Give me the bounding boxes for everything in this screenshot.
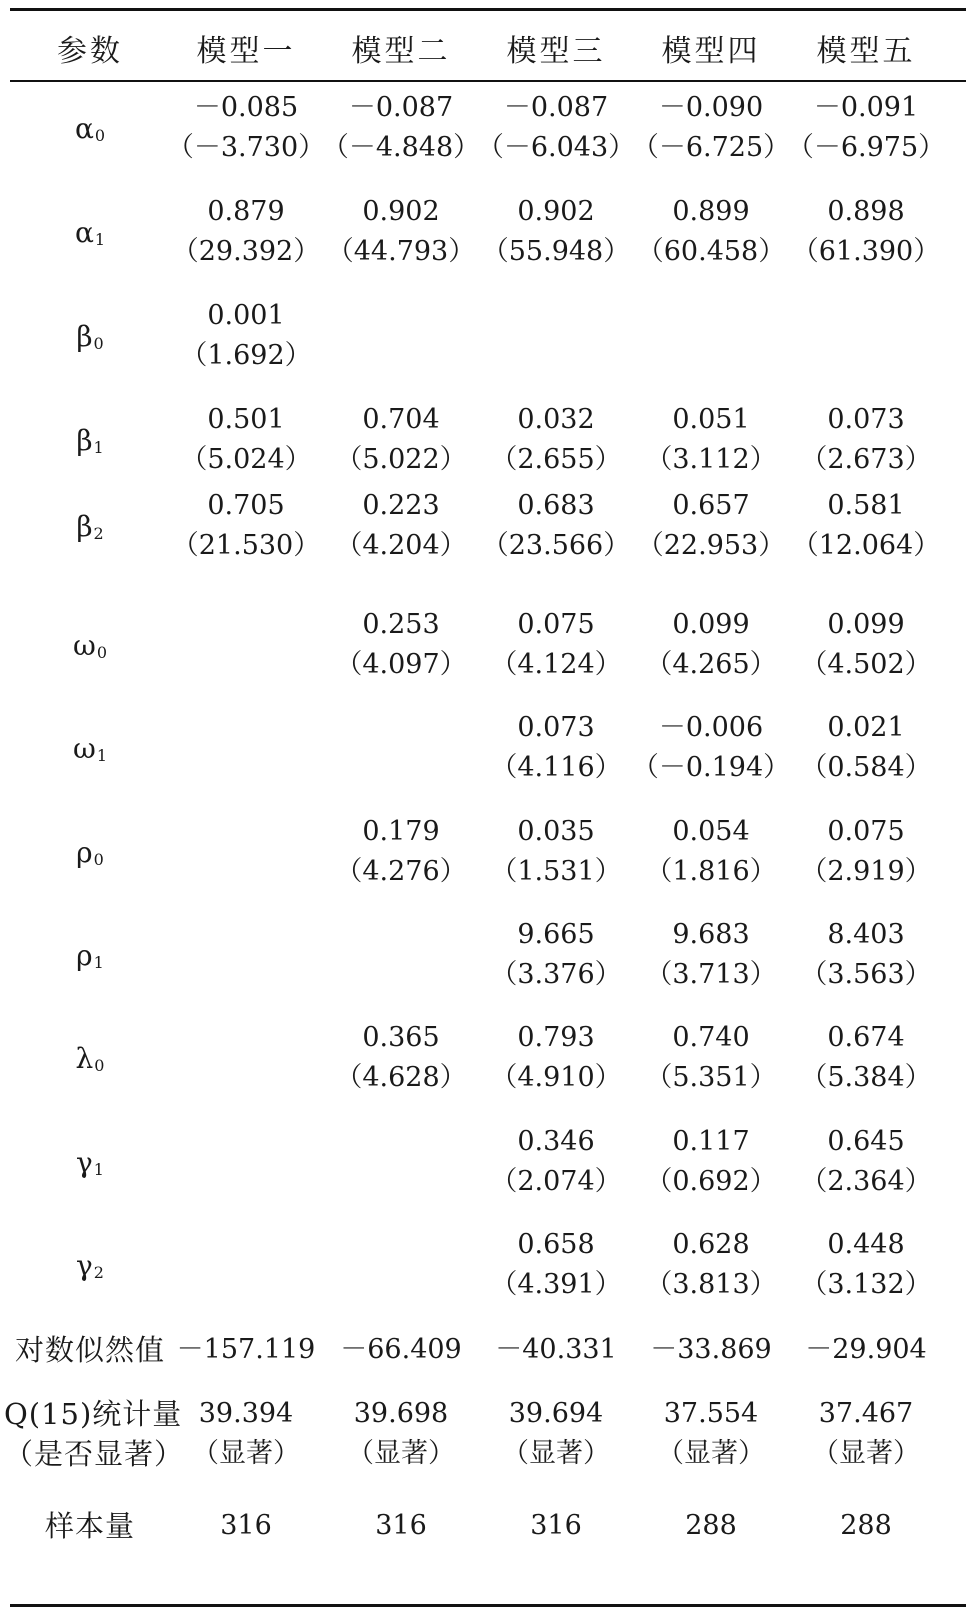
t-statistic: （显著） — [502, 1438, 610, 1469]
table-cell — [165, 1506, 327, 1546]
param-symbol: β — [76, 320, 93, 353]
coefficient-value: 0.793 — [517, 1022, 595, 1053]
table-cell — [475, 88, 637, 168]
param-subscript: 1 — [96, 746, 108, 765]
param-subscript: 0 — [94, 126, 106, 145]
t-statistic: （4.910） — [490, 1062, 622, 1093]
coefficient-value: 37.554 — [663, 1398, 759, 1429]
coefficient-value: 0.899 — [672, 196, 750, 227]
row-label — [4, 424, 176, 457]
coefficient-value: 0.223 — [362, 490, 440, 521]
header-model-1: 模型一 — [196, 34, 296, 69]
row-label — [4, 836, 176, 869]
t-statistic: （2.919） — [800, 856, 932, 887]
coefficient-value: 316 — [530, 1510, 582, 1541]
row-label — [4, 939, 176, 972]
coefficient-value: －33.869 — [650, 1334, 772, 1365]
coefficient-value: 0.051 — [672, 404, 750, 435]
param-symbol: ρ — [76, 939, 93, 972]
param-subscript: 0 — [93, 850, 104, 869]
param-symbol: γ — [76, 1249, 93, 1282]
table-cell — [630, 400, 792, 480]
table-cell — [475, 1394, 637, 1474]
table-cell — [785, 708, 947, 788]
param-subscript: 2 — [93, 524, 104, 543]
coefficient-value: 0.099 — [672, 609, 750, 640]
t-statistic: （4.391） — [490, 1269, 622, 1300]
t-statistic: （61.390） — [791, 236, 941, 267]
t-statistic: （4.276） — [335, 856, 467, 887]
t-statistic: （22.953） — [636, 530, 786, 561]
header-param: 参数 — [57, 34, 123, 69]
coefficient-value: 0.099 — [827, 609, 905, 640]
row-label — [4, 1394, 185, 1474]
coefficient-value: 39.694 — [508, 1398, 604, 1429]
coefficient-value: 0.581 — [827, 490, 905, 521]
coefficient-value: 0.073 — [517, 712, 595, 743]
coefficient-value: 0.365 — [362, 1022, 440, 1053]
row-label — [4, 1146, 176, 1179]
table-cell — [320, 605, 482, 685]
row-label — [4, 1330, 176, 1370]
t-statistic: （4.097） — [335, 649, 467, 680]
coefficient-value: 0.073 — [827, 404, 905, 435]
table-cell — [475, 1330, 637, 1370]
t-statistic: （－0.194） — [631, 752, 791, 783]
coefficient-value: 0.898 — [827, 196, 905, 227]
coefficient-value: －0.090 — [658, 92, 764, 123]
coefficient-value: －0.087 — [348, 92, 454, 123]
param-symbol: λ — [75, 1042, 94, 1075]
table-top-rule — [10, 8, 966, 11]
t-statistic: （2.074） — [490, 1166, 622, 1197]
coefficient-value: 0.117 — [672, 1126, 750, 1157]
t-statistic: （－6.975） — [786, 132, 946, 163]
table-cell — [165, 1394, 327, 1474]
coefficient-value: 0.645 — [827, 1126, 905, 1157]
t-statistic: （21.530） — [171, 530, 321, 561]
coefficient-value: 39.698 — [353, 1398, 449, 1429]
coefficient-value: 0.704 — [362, 404, 440, 435]
row-label-text: 对数似然值 — [14, 1333, 165, 1367]
coefficient-value: 0.683 — [517, 490, 595, 521]
table-cell — [630, 1330, 792, 1370]
param-symbol: β — [76, 510, 93, 543]
t-statistic: （23.566） — [481, 530, 631, 561]
coefficient-value: 0.705 — [207, 490, 285, 521]
coefficient-value: 0.657 — [672, 490, 750, 521]
t-statistic: （－6.043） — [476, 132, 636, 163]
t-statistic: （3.112） — [645, 444, 777, 475]
coefficient-value: 37.467 — [818, 1398, 914, 1429]
coefficient-value: 8.403 — [827, 919, 905, 950]
coefficient-value: －0.087 — [503, 92, 609, 123]
t-statistic: （3.563） — [800, 959, 932, 990]
row-label-subtext: （是否显著） — [4, 1437, 185, 1471]
t-statistic: （3.376） — [490, 959, 622, 990]
header-model-3: 模型三 — [506, 34, 606, 69]
table-cell — [630, 486, 792, 566]
row-label — [4, 1042, 176, 1075]
t-statistic: （4.124） — [490, 649, 622, 680]
table-cell — [320, 1018, 482, 1098]
table-cell — [630, 708, 792, 788]
coefficient-value: 0.658 — [517, 1229, 595, 1260]
t-statistic: （0.692） — [645, 1166, 777, 1197]
coefficient-value: 0.674 — [827, 1022, 905, 1053]
t-statistic: （4.265） — [645, 649, 777, 680]
table-cell — [475, 605, 637, 685]
coefficient-value: 9.665 — [517, 919, 595, 950]
table-cell — [165, 88, 327, 168]
t-statistic: （4.116） — [490, 752, 622, 783]
table-cell — [165, 486, 327, 566]
table-cell — [785, 1018, 947, 1098]
param-subscript: 1 — [94, 230, 106, 249]
table-header-rule — [10, 80, 966, 82]
row-label — [4, 629, 176, 662]
coefficient-value: 0.628 — [672, 1229, 750, 1260]
t-statistic: （5.024） — [180, 444, 312, 475]
t-statistic: （显著） — [657, 1438, 765, 1469]
table-cell — [475, 708, 637, 788]
header-model-4: 模型四 — [661, 34, 761, 69]
coefficient-value: 0.054 — [672, 816, 750, 847]
table-cell — [630, 1506, 792, 1546]
coefficient-value: 316 — [220, 1510, 272, 1541]
table-cell — [320, 1394, 482, 1474]
header-model-5: 模型五 — [816, 34, 916, 69]
t-statistic: （2.655） — [490, 444, 622, 475]
table-cell — [475, 192, 637, 272]
coefficient-value: 0.448 — [827, 1229, 905, 1260]
t-statistic: （12.064） — [791, 530, 941, 561]
param-subscript: 0 — [94, 1056, 105, 1075]
t-statistic: （0.584） — [800, 752, 932, 783]
table-cell — [320, 486, 482, 566]
table-cell — [785, 400, 947, 480]
param-subscript: 0 — [96, 643, 108, 662]
coefficient-value: 288 — [840, 1510, 892, 1541]
coefficient-value: 0.902 — [517, 196, 595, 227]
table-cell — [630, 1394, 792, 1474]
table-cell — [320, 1506, 482, 1546]
coefficient-value: 0.346 — [517, 1126, 595, 1157]
table-cell — [785, 1394, 947, 1474]
table-cell — [475, 1225, 637, 1305]
table-cell — [320, 812, 482, 892]
coefficient-value: 9.683 — [672, 919, 750, 950]
coefficient-value: 0.740 — [672, 1022, 750, 1053]
table-cell — [785, 812, 947, 892]
coefficient-value: 0.032 — [517, 404, 595, 435]
t-statistic: （3.813） — [645, 1269, 777, 1300]
t-statistic: （－4.848） — [321, 132, 481, 163]
table-cell — [320, 1330, 482, 1370]
table-cell — [630, 1018, 792, 1098]
coefficient-value: －40.331 — [495, 1334, 617, 1365]
param-subscript: 1 — [93, 438, 104, 457]
t-statistic: （4.628） — [335, 1062, 467, 1093]
coefficient-value: 0.253 — [362, 609, 440, 640]
t-statistic: （1.531） — [490, 856, 622, 887]
coefficient-value: 316 — [375, 1510, 427, 1541]
param-symbol: ρ — [76, 836, 93, 869]
t-statistic: （4.502） — [800, 649, 932, 680]
table-bottom-rule — [10, 1604, 966, 1607]
param-subscript: 1 — [93, 1160, 104, 1179]
t-statistic: （1.692） — [180, 340, 312, 371]
coefficient-value: 0.501 — [207, 404, 285, 435]
table-cell — [785, 1225, 947, 1305]
t-statistic: （60.458） — [636, 236, 786, 267]
table-cell — [630, 915, 792, 995]
t-statistic: （－3.730） — [166, 132, 326, 163]
row-label-text: 样本量 — [44, 1509, 135, 1543]
header-model-2: 模型二 — [351, 34, 451, 69]
t-statistic: （5.022） — [335, 444, 467, 475]
coefficient-value: 0.001 — [207, 300, 285, 331]
coefficient-value: 0.035 — [517, 816, 595, 847]
row-label-text: Q(15)统计量 — [4, 1397, 183, 1431]
row-label — [4, 1249, 176, 1282]
t-statistic: （3.132） — [800, 1269, 932, 1300]
row-label — [4, 112, 176, 145]
table-cell — [165, 296, 327, 376]
table-cell — [785, 192, 947, 272]
coefficient-value: －29.904 — [805, 1334, 927, 1365]
table-cell — [475, 1506, 637, 1546]
table-cell — [785, 605, 947, 685]
t-statistic: （显著） — [192, 1438, 300, 1469]
table-cell — [630, 1122, 792, 1202]
param-subscript: 1 — [93, 953, 104, 972]
t-statistic: （显著） — [347, 1438, 455, 1469]
table-cell — [165, 1330, 327, 1370]
row-label — [4, 1506, 176, 1546]
coefficient-value: －0.006 — [658, 712, 764, 743]
table-cell — [785, 88, 947, 168]
t-statistic: （29.392） — [171, 236, 321, 267]
coefficient-value: 0.902 — [362, 196, 440, 227]
table-cell — [475, 812, 637, 892]
param-symbol: α — [74, 112, 94, 145]
table-cell — [785, 1330, 947, 1370]
t-statistic: （5.351） — [645, 1062, 777, 1093]
table-cell — [320, 192, 482, 272]
table-cell — [785, 1506, 947, 1546]
t-statistic: （2.673） — [800, 444, 932, 475]
coefficient-value: 0.075 — [827, 816, 905, 847]
t-statistic: （44.793） — [326, 236, 476, 267]
table-cell — [630, 88, 792, 168]
row-label — [4, 216, 176, 249]
coefficient-value: －0.085 — [193, 92, 299, 123]
table-cell — [630, 192, 792, 272]
table-cell — [475, 1122, 637, 1202]
table-cell — [165, 192, 327, 272]
t-statistic: （3.713） — [645, 959, 777, 990]
param-symbol: α — [74, 216, 94, 249]
row-label — [4, 732, 176, 765]
t-statistic: （4.204） — [335, 530, 467, 561]
t-statistic: （5.384） — [800, 1062, 932, 1093]
t-statistic: （显著） — [812, 1438, 920, 1469]
table-cell — [475, 1018, 637, 1098]
t-statistic: （2.364） — [800, 1166, 932, 1197]
coefficient-value: 0.021 — [827, 712, 905, 743]
param-symbol: ω — [72, 629, 96, 662]
coefficient-value: 0.879 — [207, 196, 285, 227]
table-cell — [475, 400, 637, 480]
param-symbol: β — [76, 424, 93, 457]
table-cell — [320, 400, 482, 480]
t-statistic: （1.816） — [645, 856, 777, 887]
coefficient-value: 0.179 — [362, 816, 440, 847]
table-cell — [165, 400, 327, 480]
param-subscript: 0 — [93, 334, 104, 353]
param-subscript: 2 — [93, 1263, 104, 1282]
table-cell — [475, 486, 637, 566]
param-symbol: ω — [72, 732, 96, 765]
param-symbol: γ — [76, 1146, 93, 1179]
coefficient-value: －0.091 — [813, 92, 919, 123]
row-label — [4, 320, 176, 353]
row-label — [4, 510, 176, 543]
table-cell — [475, 915, 637, 995]
table-cell — [630, 1225, 792, 1305]
table-cell — [320, 88, 482, 168]
coefficient-value: －157.119 — [176, 1334, 316, 1365]
t-statistic: （－6.725） — [631, 132, 791, 163]
table-cell — [785, 486, 947, 566]
table-cell — [630, 605, 792, 685]
coefficient-value: －66.409 — [340, 1334, 462, 1365]
t-statistic: （55.948） — [481, 236, 631, 267]
table-cell — [785, 915, 947, 995]
table-cell — [630, 812, 792, 892]
coefficient-value: 0.075 — [517, 609, 595, 640]
coefficient-value: 288 — [685, 1510, 737, 1541]
table-cell — [785, 1122, 947, 1202]
coefficient-value: 39.394 — [198, 1398, 294, 1429]
